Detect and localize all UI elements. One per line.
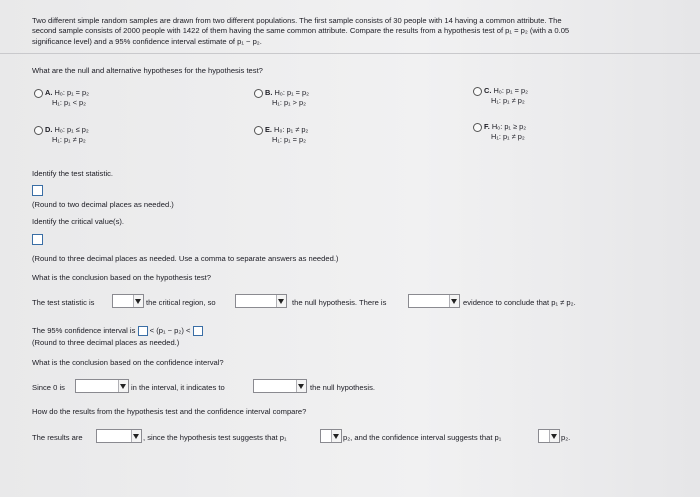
chevron-down-icon <box>296 380 306 392</box>
critical-values-note: (Round to three decimal places as needed. Use a comma to separate answers as needed.) <box>32 254 339 263</box>
divider <box>0 53 700 54</box>
ci-conclusion-text-2: in the interval, it indicates to <box>131 383 225 392</box>
reject-dropdown[interactable] <box>235 294 287 308</box>
problem-line-1: Two different simple random samples are drawn from two different populations. The first sample consists of 30 people with 14 having a common attribute. The <box>32 16 562 25</box>
ci-conclusion-prompt: What is the conclusion based on the confidence interval? <box>32 358 224 367</box>
option-c-h0: H₀: p₁ = p₂ <box>493 86 528 95</box>
conclusion-text-3: the null hypothesis. There is <box>292 298 387 307</box>
zero-in-interval-dropdown[interactable] <box>75 379 129 393</box>
chevron-down-icon <box>331 430 341 442</box>
compare-text-1: The results are <box>32 433 83 442</box>
critical-values-prompt: Identify the critical value(s). <box>32 217 125 226</box>
option-e-h0: H₀: p₁ ≠ p₂ <box>274 125 309 134</box>
problem-line-3: significance level) and a 95% confidence interval estimate of p₁ − p₂. <box>32 37 262 46</box>
chevron-down-icon <box>118 380 128 392</box>
compare-text-3: p₂, and the confidence interval suggests that p₁ <box>343 433 502 442</box>
radio-d-icon[interactable] <box>34 126 43 135</box>
radio-b-icon[interactable] <box>254 89 263 98</box>
ci-lower-input[interactable] <box>138 326 148 336</box>
test-statistic-input[interactable] <box>32 185 43 196</box>
confidence-interval-line <box>32 326 203 336</box>
option-b[interactable]: B. H₀: p₁ = p₂ H₁: p₁ > p₂ <box>254 88 309 98</box>
conclusion-text-4: evidence to conclude that p₁ ≠ p₂. <box>463 298 576 307</box>
option-e[interactable]: E. H₀: p₁ ≠ p₂ H₁: p₁ = p₂ <box>254 125 308 135</box>
ci-middle: < (p₁ − p₂) < <box>149 326 191 335</box>
radio-a-icon[interactable] <box>34 89 43 98</box>
test-relation-dropdown[interactable] <box>320 429 342 443</box>
ci-relation-dropdown[interactable] <box>538 429 560 443</box>
option-b-h1: H₁: p₁ > p₂ <box>272 98 306 107</box>
ci-reject-dropdown[interactable] <box>253 379 307 393</box>
ci-conclusion-text-1: Since 0 is <box>32 383 65 392</box>
radio-c-icon[interactable] <box>473 87 482 96</box>
critical-values-input[interactable] <box>32 234 43 245</box>
option-f-h1: H₁: p₁ ≠ p₂ <box>491 132 525 141</box>
compare-text-2: , since the hypothesis test suggests that p₁ <box>143 433 287 442</box>
conclusion-text-1: The test statistic is <box>32 298 95 307</box>
option-a-h1: H₁: p₁ < p₂ <box>52 98 86 107</box>
chevron-down-icon <box>133 295 143 307</box>
ci-upper-input[interactable] <box>193 326 203 336</box>
chevron-down-icon <box>131 430 141 442</box>
test-statistic-prompt: Identify the test statistic. <box>32 169 114 178</box>
critical-region-dropdown[interactable] <box>112 294 144 308</box>
option-a[interactable]: A. H₀: p₁ = p₂ H₁: p₁ < p₂ <box>34 88 89 98</box>
test-statistic-note: (Round to two decimal places as needed.) <box>32 200 174 209</box>
option-d-h1: H₁: p₁ ≠ p₂ <box>52 135 86 144</box>
ci-conclusion-text-3: the null hypothesis. <box>310 383 376 392</box>
option-a-h0: H₀: p₁ = p₂ <box>54 88 89 97</box>
evidence-dropdown[interactable] <box>408 294 460 308</box>
problem-line-2: second sample consists of 2000 people with 1422 of them having the same common attribute. Compare the results from a hypothesis test of p₁ = p₂ (with a 0.05 <box>32 26 570 35</box>
compare-prompt: How do the results from the hypothesis test and the confidence interval compare? <box>32 407 307 416</box>
chevron-down-icon <box>549 430 559 442</box>
option-c[interactable]: C. H₀: p₁ = p₂ H₁: p₁ ≠ p₂ <box>473 86 528 96</box>
hypotheses-prompt: What are the null and alternative hypotheses for the hypothesis test? <box>32 66 263 75</box>
option-d-h0: H₀: p₁ ≤ p₂ <box>54 125 89 134</box>
option-e-h1: H₁: p₁ = p₂ <box>272 135 306 144</box>
ci-note: (Round to three decimal places as needed.) <box>32 338 180 347</box>
chevron-down-icon <box>449 295 459 307</box>
option-f-h0: H₀: p₁ ≥ p₂ <box>491 122 527 131</box>
results-dropdown[interactable] <box>96 429 142 443</box>
ci-prefix: The 95% confidence interval is <box>32 326 136 335</box>
option-d[interactable]: D. H₀: p₁ ≤ p₂ H₁: p₁ ≠ p₂ <box>34 125 89 135</box>
radio-f-icon[interactable] <box>473 123 482 132</box>
option-f[interactable]: F. H₀: p₁ ≥ p₂ H₁: p₁ ≠ p₂ <box>473 122 526 132</box>
chevron-down-icon <box>276 295 286 307</box>
option-b-h0: H₀: p₁ = p₂ <box>274 88 309 97</box>
hypothesis-conclusion-prompt: What is the conclusion based on the hypothesis test? <box>32 273 211 282</box>
radio-e-icon[interactable] <box>254 126 263 135</box>
option-c-h1: H₁: p₁ ≠ p₂ <box>491 96 525 105</box>
compare-text-4: p₂. <box>561 433 571 442</box>
conclusion-text-2: the critical region, so <box>146 298 216 307</box>
